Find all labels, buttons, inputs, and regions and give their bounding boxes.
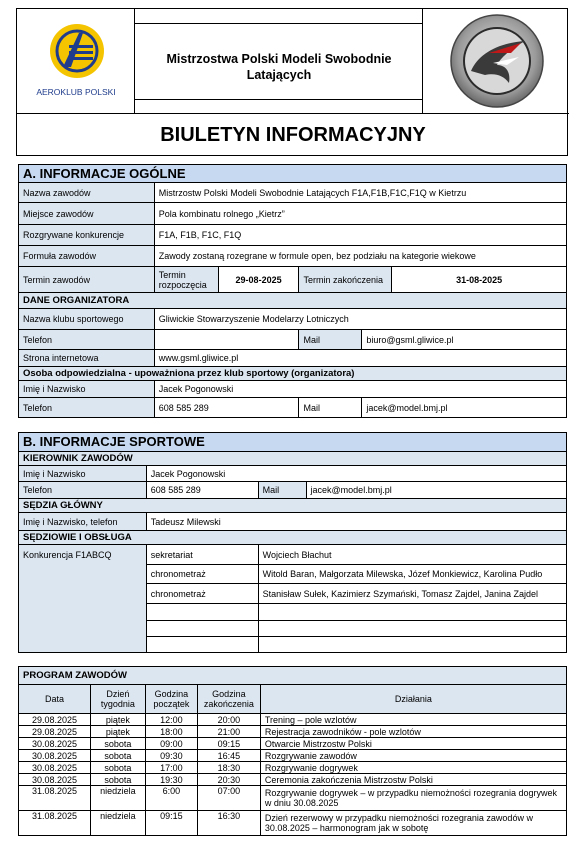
resp-mail-value: jacek@model.bmj.pl <box>362 398 567 418</box>
table-row <box>19 762 567 774</box>
competitions-label: Rozgrywane konkurencje <box>19 225 155 246</box>
staff-role: sekretariat <box>146 545 258 565</box>
row-date: 31.08.2025 <box>19 786 91 811</box>
resp-name-label: Imię i Nazwisko <box>19 381 155 398</box>
row-start: 18:00 <box>145 726 197 738</box>
table-row <box>19 774 567 786</box>
row-start: 09:30 <box>145 750 197 762</box>
row-day: sobota <box>90 750 145 762</box>
title-top-strip <box>135 9 423 24</box>
phone-label: Telefon <box>19 330 155 350</box>
row-start: 19:30 <box>145 774 197 786</box>
row-end: 18:30 <box>197 762 260 774</box>
row-date: 30.08.2025 <box>19 762 91 774</box>
row-action: Rozgrywanie dogrywek – w przypadku niemożności rozegrania dogrywek w dniu 30.08.2025 <box>260 786 566 811</box>
row-date: 30.08.2025 <box>19 738 91 750</box>
row-end: 07:00 <box>197 786 260 811</box>
table-row <box>19 738 567 750</box>
director-mail-value: jacek@model.bmj.pl <box>306 482 566 499</box>
competitions-value: F1A, F1B, F1C, F1Q <box>154 225 566 246</box>
competition-f1abcq-label: Konkurencja F1ABCQ <box>19 545 147 653</box>
row-action: Otwarcie Mistrzostw Polski <box>260 738 566 750</box>
row-date: 30.08.2025 <box>19 750 91 762</box>
bulletin-title: BIULETYN INFORMACYJNY <box>160 124 426 146</box>
web-label: Strona internetowa <box>19 350 155 367</box>
row-date: 29.08.2025 <box>19 714 91 726</box>
staff-names: Wojciech Błachut <box>258 545 566 565</box>
judge-label: Imię i Nazwisko, telefon <box>19 513 147 531</box>
empty-cell <box>146 604 258 621</box>
mail-label: Mail <box>299 330 362 350</box>
row-start: 09:15 <box>145 811 197 836</box>
table-row <box>19 811 567 836</box>
judge-title: SĘDZIA GŁÓWNY <box>19 499 567 513</box>
club-value: Gliwickie Stowarzyszenie Modelarzy Lotniczych <box>154 309 566 330</box>
empty-cell <box>258 637 566 653</box>
row-action: Ceremonia zakończenia Mistrzostw Polski <box>260 774 566 786</box>
col-header-start: Godzina początek <box>145 685 197 714</box>
web-value: www.gsml.gliwice.pl <box>154 350 566 367</box>
term-label: Termin zawodów <box>19 267 155 293</box>
row-end: 20:00 <box>197 714 260 726</box>
formula-label: Formuła zawodów <box>19 246 155 267</box>
row-start: 09:00 <box>145 738 197 750</box>
section-b-table <box>18 432 567 653</box>
empty-cell <box>258 604 566 621</box>
resp-name-value: Jacek Pogonowski <box>154 381 566 398</box>
director-mail-label: Mail <box>258 482 306 499</box>
header-box <box>16 8 568 156</box>
table-row <box>19 714 567 726</box>
program-title: PROGRAM ZAWODÓW <box>19 667 567 685</box>
row-day: niedziela <box>90 786 145 811</box>
row-action: Trening – pole wzlotów <box>260 714 566 726</box>
director-phone-label: Telefon <box>19 482 147 499</box>
phone-value <box>154 330 299 350</box>
aeroklub-logo-icon <box>49 23 105 79</box>
section-a-title: A. INFORMACJE OGÓLNE <box>19 165 567 183</box>
row-end: 20:30 <box>197 774 260 786</box>
row-action: Rozgrywanie dogrywek <box>260 762 566 774</box>
row-action: Rejestracja zawodników - pole wzlotów <box>260 726 566 738</box>
mail-value: biuro@gsml.gliwice.pl <box>362 330 567 350</box>
staff-names: Witold Baran, Małgorzata Milewska, Józef Monkiewicz, Karolina Pudło <box>258 565 566 584</box>
col-header-date: Data <box>19 685 91 714</box>
program-table <box>18 666 567 836</box>
col-header-end: Godzina zakończenia <box>197 685 260 714</box>
row-start: 12:00 <box>145 714 197 726</box>
col-header-day: Dzień tygodnia <box>90 685 145 714</box>
right-logo-cell <box>423 9 569 113</box>
staff-role: chronometraż <box>146 565 258 584</box>
director-name-label: Imię i Nazwisko <box>19 466 147 482</box>
formula-value: Zawody zostaną rozegrane w formule open, bez podziału na kategorie wiekowe <box>154 246 566 267</box>
responsible-title: Osoba odpowiedzialna - upoważniona przez klub sportowy (organizatora) <box>19 367 567 381</box>
row-day: piątek <box>90 714 145 726</box>
director-name-value: Jacek Pogonowski <box>146 466 566 482</box>
table-row <box>19 726 567 738</box>
row-start: 17:00 <box>145 762 197 774</box>
row-end: 16:30 <box>197 811 260 836</box>
empty-cell <box>146 637 258 653</box>
organizer-title: DANE ORGANIZATORA <box>19 293 567 309</box>
row-day: sobota <box>90 738 145 750</box>
director-title: KIEROWNIK ZAWODÓW <box>19 452 567 466</box>
place-value: Pola kombinatu rolnego „Kietrz” <box>154 203 566 225</box>
section-b-title: B. INFORMACJE SPORTOWE <box>19 433 567 452</box>
table-row <box>19 786 567 811</box>
row-start: 6:00 <box>145 786 197 811</box>
left-logo-cell <box>17 9 135 113</box>
empty-cell <box>146 621 258 637</box>
resp-mail-label: Mail <box>299 398 362 418</box>
section-a-table <box>18 164 567 418</box>
resp-phone-label: Telefon <box>19 398 155 418</box>
row-action: Dzień rezerwowy w przypadku niemożności rozegrania zawodów w 30.08.2025 – harmonogram jak w sobotę <box>260 811 566 836</box>
event-title: Mistrzostwa Polski Modeli Swobodnie Latających <box>166 52 392 82</box>
row-action: Rozgrywanie zawodów <box>260 750 566 762</box>
row-day: niedziela <box>90 811 145 836</box>
gliwice-club-logo-icon <box>449 13 545 109</box>
row-day: sobota <box>90 762 145 774</box>
term-start-label: Termin rozpoczęcia <box>154 267 218 293</box>
row-end: 21:00 <box>197 726 260 738</box>
name-label: Nazwa zawodów <box>19 183 155 203</box>
empty-cell <box>258 621 566 637</box>
term-start-value: 29-08-2025 <box>218 267 299 293</box>
term-end-value: 31-08-2025 <box>392 267 567 293</box>
bulletin-cell <box>17 113 569 157</box>
row-end: 16:45 <box>197 750 260 762</box>
director-phone-value: 608 585 289 <box>146 482 258 499</box>
row-date: 31.08.2025 <box>19 811 91 836</box>
resp-phone-value: 608 585 289 <box>154 398 299 418</box>
row-day: sobota <box>90 774 145 786</box>
judge-value: Tadeusz Milewski <box>146 513 566 531</box>
col-header-actions: Działania <box>260 685 566 714</box>
row-date: 30.08.2025 <box>19 774 91 786</box>
club-label: Nazwa klubu sportowego <box>19 309 155 330</box>
staff-title: SĘDZIOWIE I OBSŁUGA <box>19 531 567 545</box>
org-name: AEROKLUB POLSKI <box>36 87 116 97</box>
row-day: piątek <box>90 726 145 738</box>
staff-role: chronometraż <box>146 584 258 604</box>
place-label: Miejsce zawodów <box>19 203 155 225</box>
term-end-label: Termin zakończenia <box>299 267 392 293</box>
title-bottom-strip <box>135 99 423 100</box>
row-date: 29.08.2025 <box>19 726 91 738</box>
title-cell <box>135 9 423 113</box>
table-row <box>19 750 567 762</box>
name-value: Mistrzostw Polski Modeli Swobodnie Latających F1A,F1B,F1C,F1Q w Kietrzu <box>154 183 566 203</box>
staff-names: Stanisław Sułek, Kazimierz Szymański, Tomasz Zajdel, Janina Zajdel <box>258 584 566 604</box>
row-end: 09:15 <box>197 738 260 750</box>
